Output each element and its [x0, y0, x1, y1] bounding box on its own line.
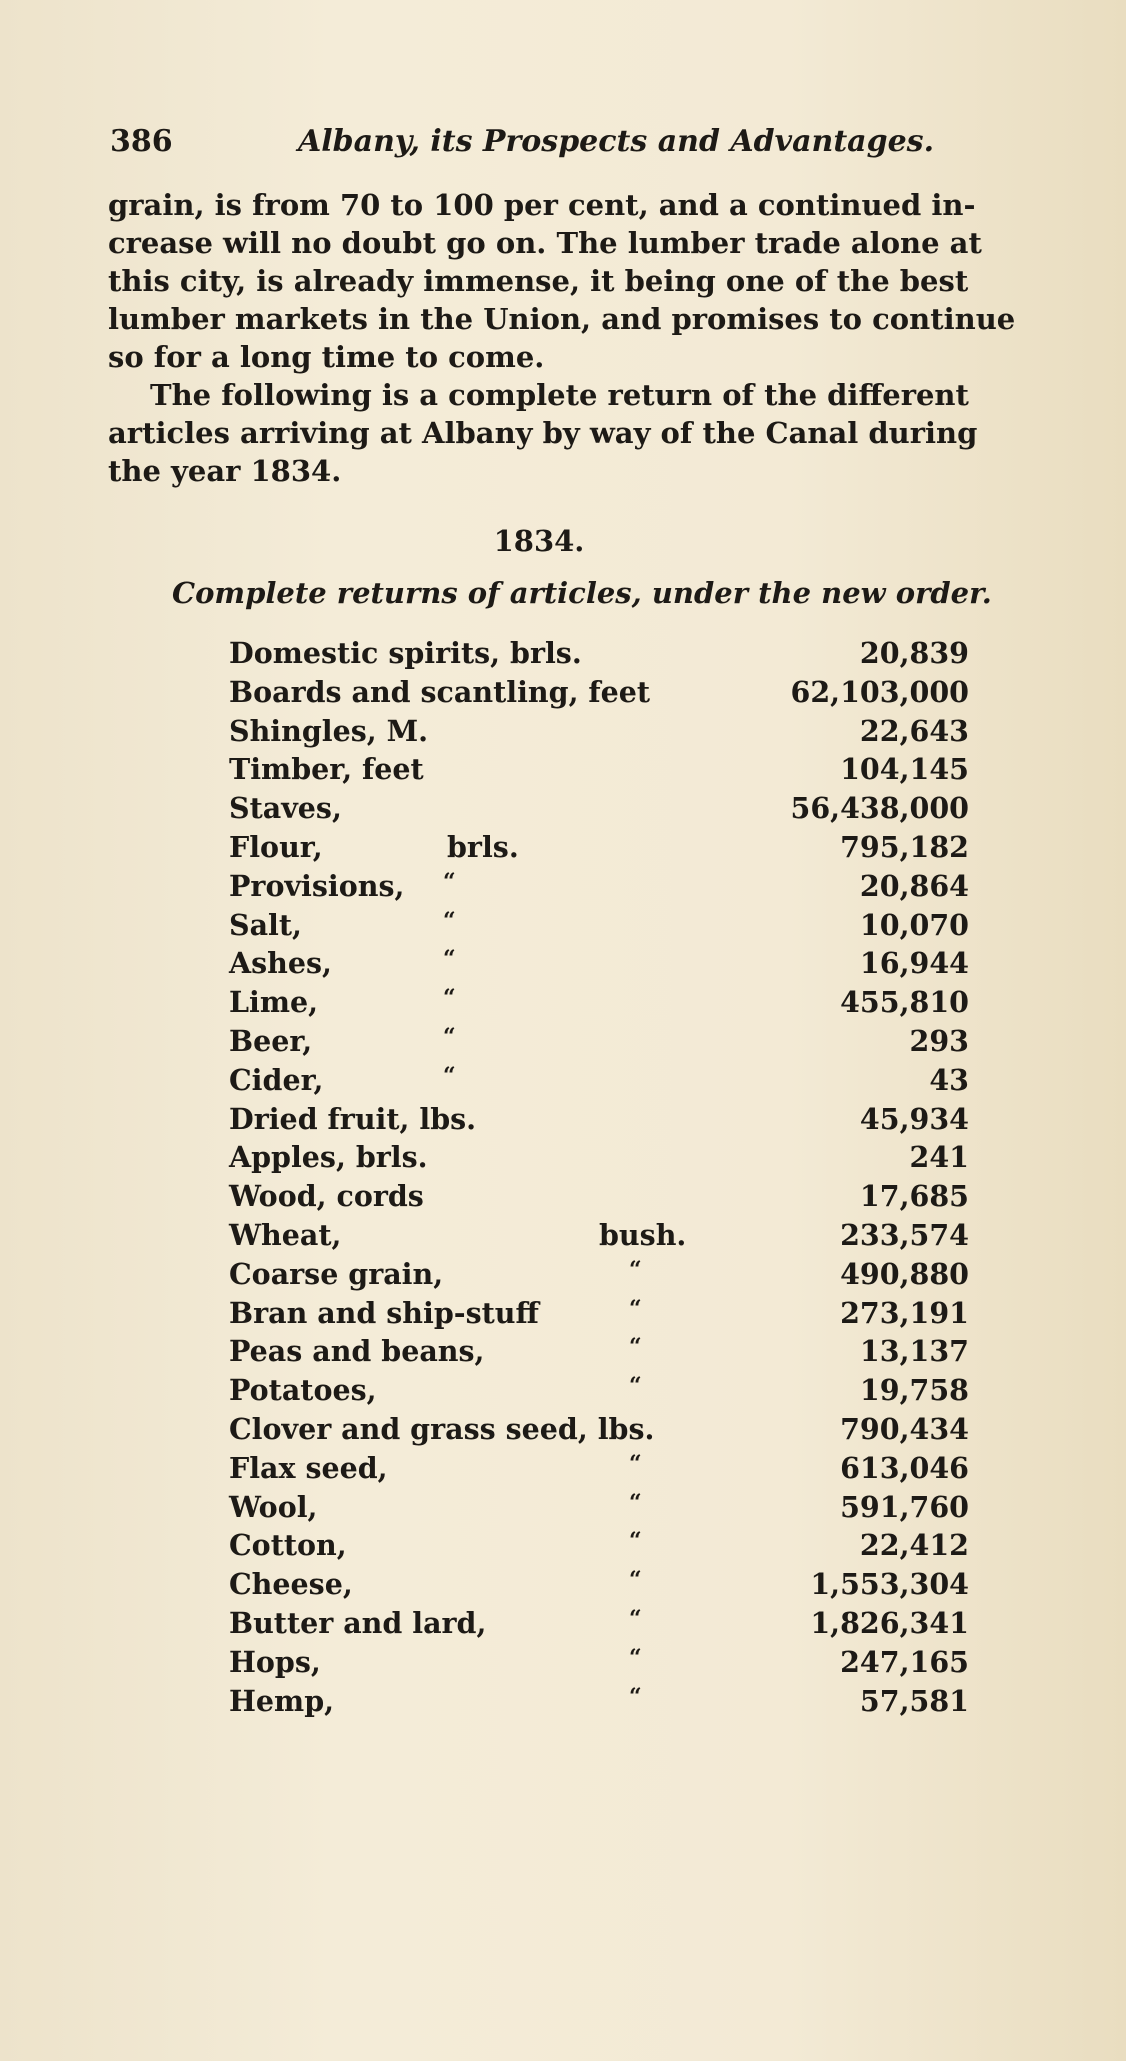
table-row — [229, 636, 969, 675]
item-quantity: 45,934 — [859, 1101, 969, 1136]
item-name: Shingles, M. — [229, 713, 429, 748]
table-row — [229, 1490, 969, 1529]
table-row — [229, 1334, 969, 1373]
item-quantity: 613,046 — [840, 1450, 969, 1485]
item-name: Salt, — [229, 907, 302, 942]
table-row — [229, 1528, 969, 1567]
table-row — [229, 1063, 969, 1102]
table-row — [229, 1606, 969, 1645]
text-line: this city, is already immense, it being one of the best — [108, 264, 969, 298]
item-name: Ashes, — [229, 946, 332, 981]
item-quantity: 233,574 — [840, 1217, 969, 1252]
page-number: 386 — [110, 124, 173, 159]
item-quantity: 43 — [929, 1062, 969, 1097]
item-name: Cheese, — [229, 1567, 353, 1602]
table-row — [229, 869, 969, 908]
item-name: Flour, — [229, 829, 323, 864]
table-row — [229, 1567, 969, 1606]
body-paragraph — [108, 186, 1084, 490]
text-line — [108, 186, 1084, 224]
item-quantity: 57,581 — [859, 1683, 969, 1718]
ditto-mark: “ — [629, 1373, 642, 1400]
ditto-mark: “ — [629, 1489, 642, 1516]
item-quantity: 790,434 — [840, 1411, 969, 1446]
text-line: The following is a complete return of the different — [150, 378, 969, 412]
ditto-mark: “ — [443, 907, 456, 934]
item-name: Staves, — [229, 791, 342, 826]
item-quantity: 19,758 — [859, 1373, 969, 1408]
text-line: so for a long time to come. — [108, 340, 545, 374]
item-quantity: 62,103,000 — [790, 674, 969, 709]
text-line: the year 1834. — [108, 454, 342, 488]
item-name: Cotton, — [229, 1528, 347, 1563]
table-row — [229, 1218, 969, 1257]
item-quantity: 247,165 — [840, 1644, 969, 1679]
text-line: articles arriving at Albany by way of the Canal during — [108, 416, 978, 450]
table-row — [229, 946, 969, 985]
item-name: Beer, — [229, 1023, 313, 1058]
item-quantity: 20,839 — [859, 636, 969, 670]
page-header — [108, 118, 1008, 168]
item-name: Potatoes, — [229, 1373, 377, 1408]
item-quantity: 10,070 — [859, 907, 969, 942]
item-name: Peas and beans, — [229, 1334, 485, 1369]
ditto-mark: “ — [629, 1450, 642, 1477]
table-row — [229, 1102, 969, 1141]
table-year-heading — [0, 524, 1126, 558]
item-quantity: 273,191 — [840, 1295, 969, 1330]
item-name: Provisions, — [229, 868, 405, 903]
ditto-mark: “ — [629, 1334, 642, 1361]
ditto-mark: “ — [629, 1256, 642, 1283]
table-row — [229, 1451, 969, 1490]
table-row — [229, 1257, 969, 1296]
returns-table — [229, 636, 969, 1722]
item-name: Clover and grass seed, lbs. — [229, 1411, 655, 1446]
ditto-mark: “ — [629, 1605, 642, 1632]
item-name: Lime, — [229, 985, 319, 1020]
item-name: Cider, — [229, 1062, 324, 1097]
ditto-mark: “ — [629, 1567, 642, 1594]
ditto-mark: “ — [443, 985, 456, 1012]
table-row — [229, 1024, 969, 1063]
ditto-mark: “ — [443, 1023, 456, 1050]
item-quantity: 17,685 — [859, 1179, 969, 1214]
table-row — [229, 791, 969, 830]
item-name: Butter and lard, — [229, 1605, 487, 1640]
ditto-mark: “ — [443, 1062, 456, 1089]
item-quantity: 22,412 — [859, 1528, 969, 1563]
running-title: Albany, its Prospects and Advantages. — [298, 124, 935, 159]
table-row — [229, 830, 969, 869]
item-quantity: 591,760 — [840, 1489, 969, 1524]
item-quantity: 16,944 — [859, 946, 969, 981]
item-name: Coarse grain, — [229, 1256, 444, 1291]
item-name: Wood, cords — [229, 1179, 424, 1214]
table-row — [229, 1373, 969, 1412]
item-quantity: 490,880 — [840, 1256, 969, 1291]
item-quantity: 455,810 — [840, 985, 969, 1020]
item-name: Apples, brls. — [229, 1140, 428, 1175]
item-quantity: 1,826,341 — [810, 1605, 969, 1640]
item-quantity: 20,864 — [859, 868, 969, 903]
item-name: Wheat, — [229, 1217, 342, 1252]
table-row — [229, 675, 969, 714]
table-row — [229, 1140, 969, 1179]
item-name: Timber, feet — [229, 752, 424, 787]
item-quantity: 56,438,000 — [790, 791, 969, 826]
item-name: Boards and scantling, feet — [229, 674, 651, 709]
ditto-mark: “ — [629, 1644, 642, 1671]
item-name: Bran and ship-stuff — [229, 1295, 539, 1330]
item-quantity: 13,137 — [859, 1334, 969, 1369]
ditto-mark: “ — [629, 1528, 642, 1555]
item-name: Flax seed, — [229, 1450, 388, 1485]
text-line: lumber markets in the Union, and promises to continue — [108, 302, 1016, 336]
item-unit: bush. — [599, 1217, 687, 1252]
item-name: Hemp, — [229, 1683, 335, 1718]
table-row — [229, 1645, 969, 1684]
table-subtitle: Complete returns of articles, under the new order. — [172, 576, 992, 610]
text-line-content: grain, is from 70 to 100 per cent, and a continued in- — [108, 188, 976, 222]
ditto-mark: “ — [629, 1683, 642, 1710]
table-row — [229, 1296, 969, 1335]
item-name: Dried fruit, lbs. — [229, 1101, 477, 1136]
item-name: Domestic spirits, brls. — [229, 636, 582, 670]
item-quantity: 795,182 — [840, 829, 969, 864]
item-name: Hops, — [229, 1644, 321, 1679]
table-row — [229, 985, 969, 1024]
item-quantity: 293 — [909, 1023, 969, 1058]
item-quantity: 241 — [909, 1140, 969, 1175]
table-row — [229, 714, 969, 753]
text-line: crease will no doubt go on. The lumber trade alone at — [108, 226, 982, 260]
item-quantity: 1,553,304 — [810, 1567, 969, 1602]
ditto-mark: “ — [443, 868, 456, 895]
year-heading-text: 1834. — [493, 524, 585, 558]
ditto-mark: “ — [443, 946, 456, 973]
table-row — [229, 1179, 969, 1218]
item-quantity: 104,145 — [840, 752, 969, 787]
ditto-mark: “ — [629, 1295, 642, 1322]
table-row — [229, 1412, 969, 1451]
item-unit: brls. — [447, 829, 519, 864]
item-quantity: 22,643 — [859, 713, 969, 748]
item-name: Wool, — [229, 1489, 318, 1524]
table-row — [229, 752, 969, 791]
table-row — [229, 1684, 969, 1723]
table-row — [229, 908, 969, 947]
